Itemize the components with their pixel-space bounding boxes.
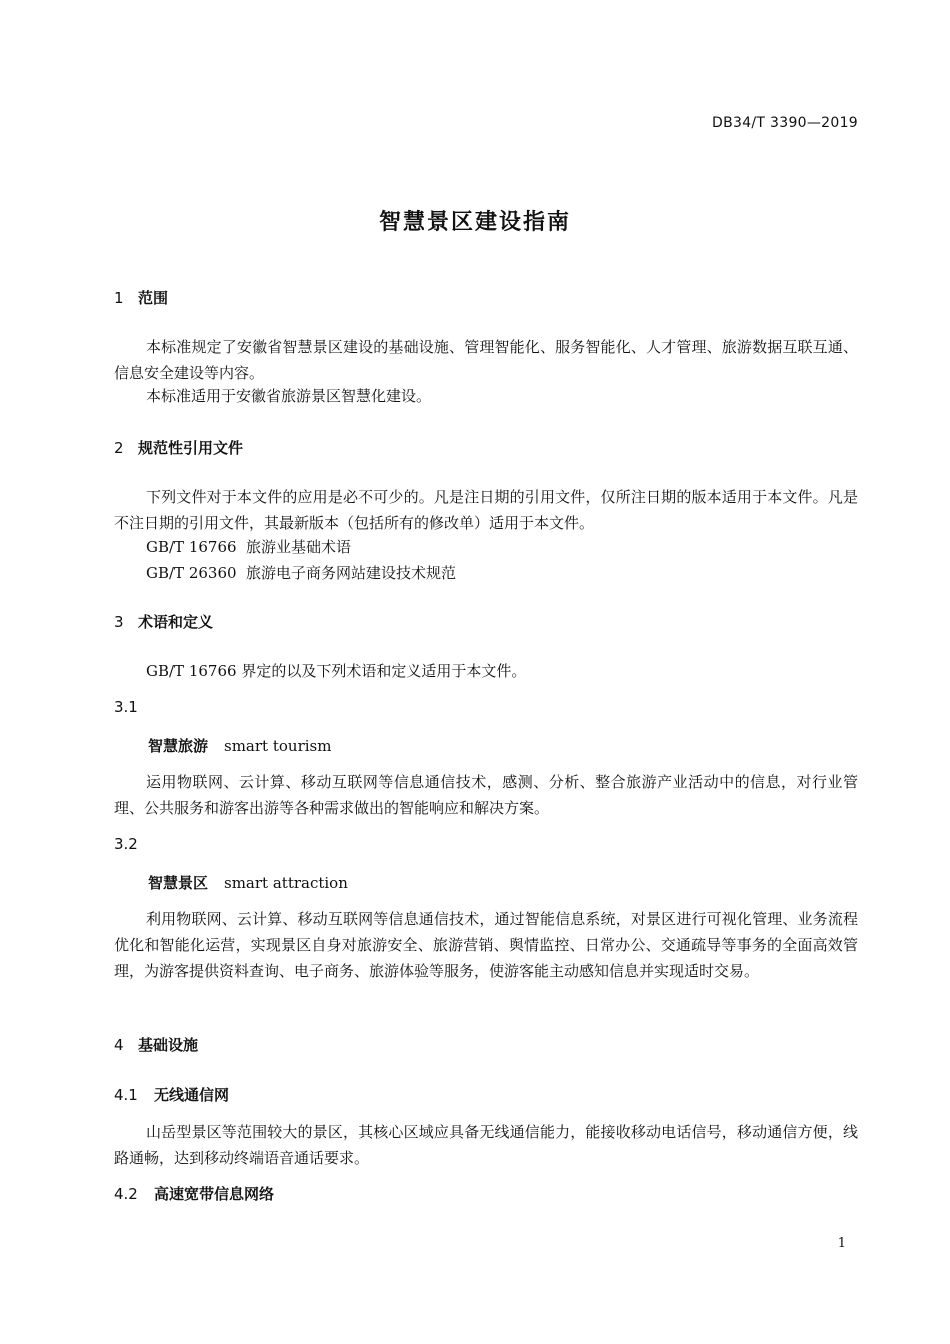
section-number: 2 xyxy=(114,439,124,457)
term-3-1 xyxy=(148,735,331,756)
section-3-heading xyxy=(114,611,213,632)
subsection-number: 4.2 xyxy=(114,1185,138,1203)
normative-refs-paragraph: 下列文件对于本文件的应用是必不可少的。凡是注日期的引用文件，仅所注日期的版本适用于本文件。凡是不注日期的引用文件，其最新版本（包括所有的修改单）适用于本文件。 xyxy=(114,488,858,532)
section-title: 规范性引用文件 xyxy=(138,439,244,457)
reference-title: 旅游电子商务网站建设技术规范 xyxy=(246,564,457,582)
section-2-heading xyxy=(114,437,243,458)
section-4-1-heading xyxy=(114,1084,229,1105)
term-chinese: 智慧旅游 xyxy=(148,737,209,755)
section-title: 术语和定义 xyxy=(138,613,214,631)
section-4-1-paragraph: 山岳型景区等范围较大的景区，其核心区域应具备无线通信能力，能接收移动电话信号，移动通信方便，线路通畅，达到移动终端语音通话要求。 xyxy=(114,1123,858,1167)
reference-item xyxy=(146,562,456,583)
subsection-title: 无线通信网 xyxy=(154,1086,230,1104)
term-3-2-definition: 利用物联网、云计算、移动互联网等信息通信技术，通过智能信息系统，对景区进行可视化管理、业务流程优化和智能化运营，实现景区自身对旅游安全、旅游营销、舆情监控、日常办公、交通疏导等事务的全面高效管理，为游客提供资料查询、电子商务、旅游体验等服务，使游客能主动感知信息并实现适时交易。 xyxy=(114,910,858,980)
section-number: 4 xyxy=(114,1036,124,1054)
section-4-2-heading xyxy=(114,1183,274,1204)
section-1-heading xyxy=(114,287,168,308)
scope-paragraph: 本标准规定了安徽省智慧景区建设的基础设施、管理智能化、服务智能化、人才管理、旅游数据互联互通、信息安全建设等内容。 xyxy=(114,338,858,382)
section-number: 1 xyxy=(114,289,124,307)
subsection-number: 4.1 xyxy=(114,1086,138,1104)
reference-item xyxy=(146,536,351,557)
section-4-heading xyxy=(114,1034,198,1055)
section-title: 基础设施 xyxy=(138,1036,199,1054)
section-title: 范围 xyxy=(138,289,169,307)
page-number: 1 xyxy=(837,1236,846,1251)
term-3-1-definition: 运用物联网、云计算、移动互联网等信息通信技术，感测、分析、整合旅游产业活动中的信息，对行业管理、公共服务和游客出游等各种需求做出的智能响应和解决方案。 xyxy=(114,773,858,817)
term-3-2-number: 3.2 xyxy=(114,835,138,853)
term-3-1-number: 3.1 xyxy=(114,698,138,716)
applicability-paragraph: 本标准适用于安徽省旅游景区智慧化建设。 xyxy=(146,387,432,405)
section-number: 3 xyxy=(114,613,124,631)
term-english: smart attraction xyxy=(224,874,348,892)
term-english: smart tourism xyxy=(224,737,332,755)
document-title: 智慧景区建设指南 xyxy=(378,210,571,235)
term-chinese: 智慧景区 xyxy=(148,874,209,892)
reference-code: GB/T 16766 xyxy=(146,538,237,556)
subsection-title: 高速宽带信息网络 xyxy=(154,1185,275,1203)
reference-title: 旅游业基础术语 xyxy=(246,538,352,556)
terms-intro-paragraph: GB/T 16766 界定的以及下列术语和定义适用于本文件。 xyxy=(146,662,527,680)
reference-code: GB/T 26360 xyxy=(146,564,237,582)
standard-number: DB34/T 3390—2019 xyxy=(712,115,858,131)
term-3-2 xyxy=(148,872,348,893)
